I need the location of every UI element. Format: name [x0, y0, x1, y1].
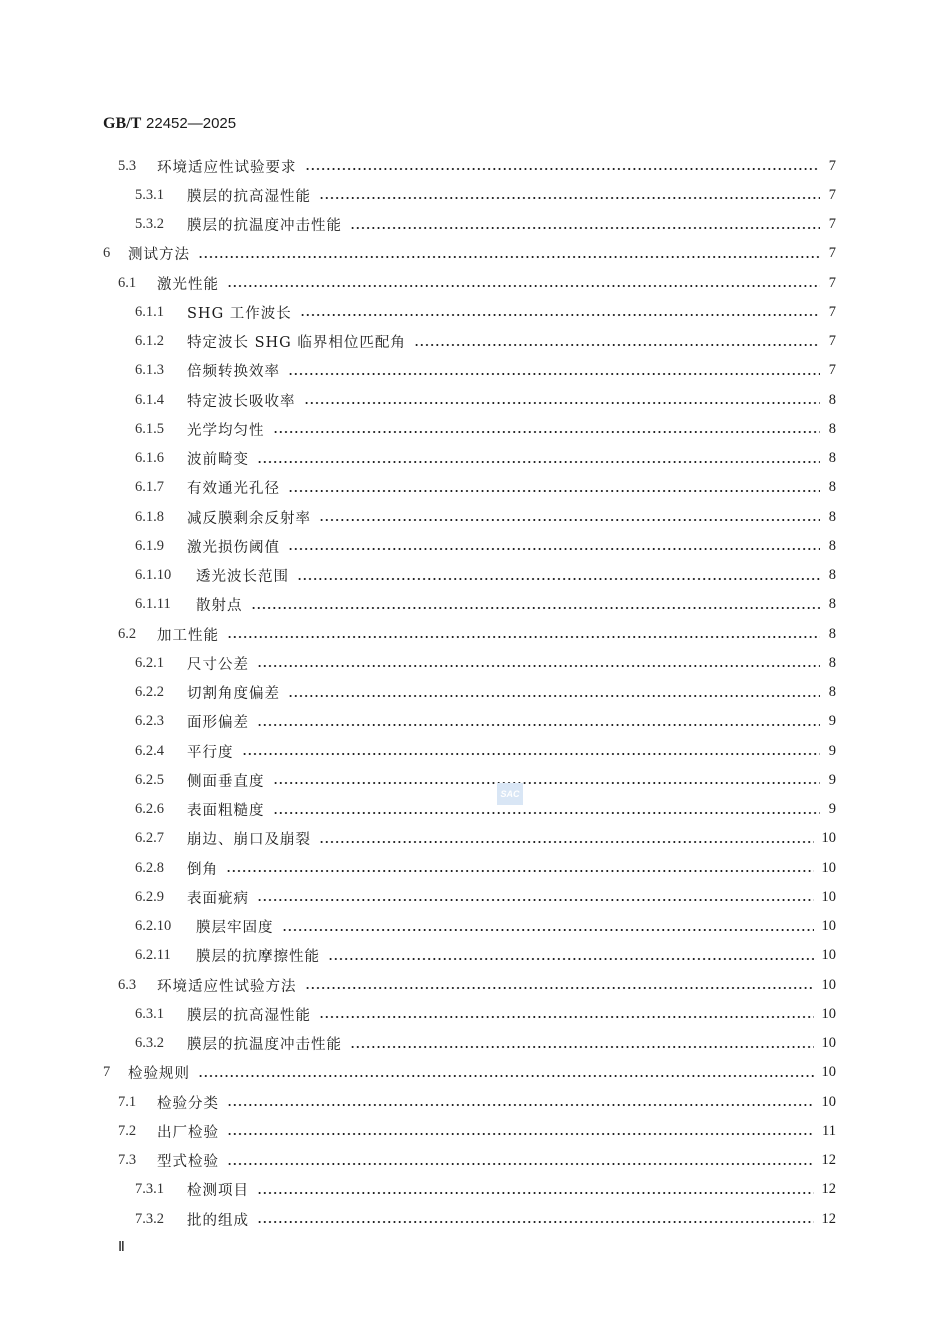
toc-entry-page: 10 — [821, 1005, 836, 1022]
toc-entry-page: 7 — [828, 186, 836, 203]
dot-leader — [305, 987, 814, 989]
toc-entry-number: 7.3.1 — [135, 1181, 164, 1198]
toc-entry-title: 环境适应性试验方法 — [157, 978, 297, 995]
toc-entry-page: 8 — [828, 479, 836, 496]
toc-entry-title: 特定波长吸收率 — [187, 393, 296, 410]
toc-entry-title: 减反膜剩余反射率 — [187, 510, 311, 527]
toc-entry[interactable] — [135, 739, 836, 763]
toc-entry-page: 9 — [828, 801, 836, 817]
dot-leader — [297, 578, 820, 580]
toc-entry-number: 6.2.6 — [135, 801, 164, 817]
toc-entry-number: 7.3.2 — [135, 1210, 164, 1227]
toc-entry-page: 12 — [821, 1210, 836, 1227]
toc-entry-page: 8 — [828, 420, 836, 437]
toc-entry-page: 8 — [828, 537, 836, 554]
toc-entry-number: 6.2.7 — [135, 830, 164, 847]
toc-entry-title: 环境适应性试验要求 — [157, 159, 297, 176]
toc-entry-page: 8 — [828, 567, 836, 583]
dot-leader — [350, 1046, 814, 1048]
toc-entry-page: 8 — [828, 596, 836, 613]
sac-watermark: SAC — [497, 783, 523, 805]
dot-leader — [273, 431, 821, 433]
toc-entry[interactable] — [135, 915, 836, 939]
toc-entry-title: 出厂检验 — [157, 1124, 219, 1141]
toc-entry-number: 6.1.6 — [135, 450, 164, 466]
toc-entry-page: 10 — [821, 1093, 836, 1110]
dot-leader — [288, 695, 820, 697]
toc-entry-number: 6.2.9 — [135, 888, 164, 905]
toc-entry-number: 6.2.11 — [135, 947, 171, 964]
dot-leader — [198, 1075, 814, 1077]
toc-entry-title: 检验分类 — [157, 1095, 219, 1112]
toc-entry-number: 6.1.11 — [135, 596, 171, 613]
dot-leader — [305, 168, 821, 170]
toc-entry-number: 6.3 — [118, 976, 137, 993]
toc-entry[interactable] — [135, 1207, 836, 1231]
toc-entry-title: 膜层的抗高湿性能 — [187, 1007, 311, 1024]
toc-entry-title: 测试方法 — [128, 247, 190, 264]
toc-entry-title: 检测项目 — [187, 1183, 249, 1200]
toc-entry-title: SHG 工作波长 — [187, 305, 292, 322]
toc-entry-number: 7.2 — [118, 1122, 137, 1139]
dot-leader — [257, 899, 814, 901]
toc-entry[interactable] — [103, 242, 836, 266]
dot-leader — [257, 1192, 814, 1194]
toc-entry-number: 7 — [103, 1064, 111, 1081]
toc-entry-number: 6.1.3 — [135, 362, 164, 379]
toc-entry-number: 6.1.2 — [135, 333, 164, 349]
toc-entry-page: 10 — [821, 830, 836, 847]
dot-leader — [242, 753, 821, 755]
toc-entry[interactable] — [135, 681, 836, 705]
dot-leader — [282, 929, 814, 931]
toc-entry-title: 膜层的抗温度冲击性能 — [187, 1037, 342, 1053]
toc-entry[interactable] — [118, 154, 836, 178]
page-number-footer: Ⅱ — [118, 1240, 125, 1255]
toc-entry-page: 10 — [821, 976, 836, 993]
toc-entry-number: 6.2 — [118, 625, 137, 642]
toc-entry-number: 5.3.1 — [135, 186, 164, 203]
toc-entry[interactable] — [135, 388, 836, 412]
toc-entry[interactable] — [135, 827, 836, 851]
dot-leader — [319, 519, 820, 521]
dot-leader — [328, 958, 814, 960]
toc-entry[interactable] — [135, 593, 836, 617]
document-header — [103, 114, 236, 133]
toc-entry-page: 7 — [828, 157, 836, 174]
toc-entry[interactable] — [135, 534, 836, 558]
toc-entry-title: 光学均匀性 — [187, 422, 265, 439]
toc-entry[interactable] — [135, 564, 836, 588]
toc-entry[interactable] — [118, 271, 836, 295]
toc-entry-title: 加工性能 — [157, 627, 219, 644]
toc-entry-page: 10 — [821, 947, 836, 964]
toc-entry-page: 7 — [828, 245, 836, 262]
toc-entry-title: 侧面垂直度 — [187, 773, 265, 790]
toc-entry[interactable] — [118, 622, 836, 646]
toc-entry-title: 批的组成 — [187, 1212, 249, 1229]
toc-entry-number: 6.1.10 — [135, 567, 172, 583]
toc-entry-page: 10 — [821, 1035, 836, 1051]
toc-entry-title: 散射点 — [196, 598, 243, 615]
dot-leader — [288, 373, 820, 375]
toc-entry-title: 型式检验 — [157, 1154, 219, 1170]
toc-entry[interactable] — [135, 1178, 836, 1202]
toc-entry-title: 波前畸变 — [187, 452, 249, 468]
toc-entry[interactable] — [135, 330, 836, 354]
toc-entry-number: 6 — [103, 245, 111, 262]
dot-leader — [319, 1016, 814, 1018]
toc-entry-title: 激光损伤阈值 — [187, 539, 280, 556]
toc-entry[interactable] — [135, 768, 836, 792]
toc-entry-title: 倒角 — [187, 861, 218, 878]
dot-leader — [227, 1133, 814, 1135]
dot-leader — [300, 314, 820, 316]
toc-entry-page: 8 — [828, 450, 836, 466]
toc-entry[interactable] — [135, 183, 836, 207]
toc-entry-title: 特定波长 SHG 临界相位匹配角 — [187, 335, 406, 351]
toc-entry-page: 8 — [828, 654, 836, 671]
toc-entry-number: 6.2.3 — [135, 713, 164, 730]
toc-entry-number: 7.1 — [118, 1093, 137, 1110]
toc-entry-title: 膜层牢固度 — [196, 920, 274, 936]
toc-entry-title: 面形偏差 — [187, 715, 249, 732]
dot-leader — [257, 1221, 814, 1223]
toc-entry-number: 6.1 — [118, 274, 137, 291]
dot-leader — [257, 724, 820, 726]
dot-leader — [251, 607, 821, 609]
toc-entry-page: 12 — [821, 1152, 836, 1168]
toc-entry-title: 检验规则 — [128, 1066, 190, 1083]
toc-entry-page: 10 — [821, 888, 836, 905]
dot-leader — [227, 285, 820, 287]
dot-leader — [304, 402, 821, 404]
toc-entry[interactable] — [135, 1002, 836, 1026]
toc-entry-page: 10 — [821, 918, 836, 934]
toc-entry[interactable] — [135, 710, 836, 734]
toc-entry-number: 6.1.4 — [135, 391, 164, 408]
toc-entry-title: 尺寸公差 — [187, 656, 249, 673]
toc-entry-page: 7 — [828, 333, 836, 349]
toc-entry-title: 有效通光孔径 — [187, 481, 280, 498]
toc-entry[interactable] — [135, 300, 836, 324]
toc-entry[interactable] — [135, 476, 836, 500]
toc-entry-page: 12 — [821, 1181, 836, 1198]
toc-entry-number: 6.2.4 — [135, 742, 164, 759]
toc-entry-number: 6.2.5 — [135, 771, 164, 788]
dot-leader — [288, 548, 820, 550]
dot-leader — [257, 665, 820, 667]
toc-entry-page: 9 — [828, 742, 836, 759]
dot-leader — [227, 636, 820, 638]
toc-entry-number: 6.1.7 — [135, 479, 164, 496]
toc-entry-title: 表面粗糙度 — [187, 803, 265, 819]
toc-entry-number: 5.3 — [118, 157, 137, 174]
standard-number: 22452—2025 — [146, 115, 237, 132]
toc-entry-number: 6.2.10 — [135, 918, 172, 934]
toc-entry[interactable] — [135, 856, 836, 880]
toc-entry-number: 6.3.2 — [135, 1035, 164, 1051]
toc-entry-number: 6.1.1 — [135, 303, 164, 320]
toc-entry-page: 11 — [822, 1122, 836, 1139]
toc-entry-page: 9 — [828, 713, 836, 730]
toc-entry-page: 10 — [821, 1064, 836, 1081]
toc-entry-title: 倍频转换效率 — [187, 364, 280, 381]
toc-entry[interactable] — [135, 213, 836, 237]
toc-entry-page: 10 — [821, 859, 836, 876]
toc-entry[interactable] — [118, 1090, 836, 1114]
toc-entry-title: 表面疵病 — [187, 890, 249, 907]
toc-entry-title: 激光性能 — [157, 276, 219, 293]
toc-entry-page: 7 — [828, 274, 836, 291]
dot-leader — [319, 841, 814, 843]
standard-prefix: GB/T — [103, 115, 142, 132]
toc-entry-title: 膜层的抗温度冲击性能 — [187, 218, 342, 234]
toc-entry-number: 5.3.2 — [135, 216, 164, 232]
toc-entry[interactable] — [118, 973, 836, 997]
toc-entry-page: 8 — [828, 508, 836, 525]
toc-entry[interactable] — [135, 798, 836, 822]
toc-entry[interactable] — [135, 417, 836, 441]
dot-leader — [350, 227, 820, 229]
toc-entry-title: 平行度 — [187, 744, 234, 761]
toc-entry-number: 6.2.8 — [135, 859, 164, 876]
toc-entry[interactable] — [135, 447, 836, 471]
toc-entry-page: 8 — [828, 391, 836, 408]
toc-entry-title: 透光波长范围 — [196, 569, 289, 585]
toc-entry-page: 7 — [828, 303, 836, 320]
toc-entry-page: 7 — [828, 216, 836, 232]
toc-entry-title: 切割角度偏差 — [187, 686, 280, 702]
toc-entry-number: 6.1.8 — [135, 508, 164, 525]
toc-entry[interactable] — [135, 944, 836, 968]
toc-entry-number: 6.3.1 — [135, 1005, 164, 1022]
toc-entry[interactable] — [118, 1149, 836, 1173]
toc-entry-number: 6.1.9 — [135, 537, 164, 554]
toc-entry[interactable] — [135, 1032, 836, 1056]
dot-leader — [319, 197, 820, 199]
dot-leader — [226, 870, 814, 872]
toc-entry-number: 6.2.1 — [135, 654, 164, 671]
dot-leader — [414, 344, 820, 346]
toc-entry[interactable] — [135, 885, 836, 909]
toc-entry[interactable] — [135, 359, 836, 383]
dot-leader — [227, 1163, 814, 1165]
toc-entry-page: 8 — [828, 625, 836, 642]
toc-entry-title: 膜层的抗高湿性能 — [187, 188, 311, 205]
dot-leader — [227, 1104, 814, 1106]
toc-entry[interactable] — [135, 505, 836, 529]
toc-entry-page: 8 — [828, 684, 836, 700]
dot-leader — [198, 256, 820, 258]
toc-entry-page: 7 — [828, 362, 836, 379]
toc-entry-number: 6.1.5 — [135, 420, 164, 437]
dot-leader — [273, 812, 821, 814]
toc-entry-number: 6.2.2 — [135, 684, 164, 700]
toc-entry[interactable] — [135, 651, 836, 675]
dot-leader — [273, 782, 821, 784]
dot-leader — [257, 461, 820, 463]
toc-entry[interactable] — [103, 1061, 836, 1085]
dot-leader — [288, 490, 820, 492]
toc-entry-title: 崩边、崩口及崩裂 — [187, 832, 311, 849]
toc-entry-page: 9 — [828, 771, 836, 788]
toc-entry[interactable] — [118, 1119, 836, 1143]
toc-entry-title: 膜层的抗摩擦性能 — [196, 949, 320, 966]
toc-entry-number: 7.3 — [118, 1152, 137, 1168]
